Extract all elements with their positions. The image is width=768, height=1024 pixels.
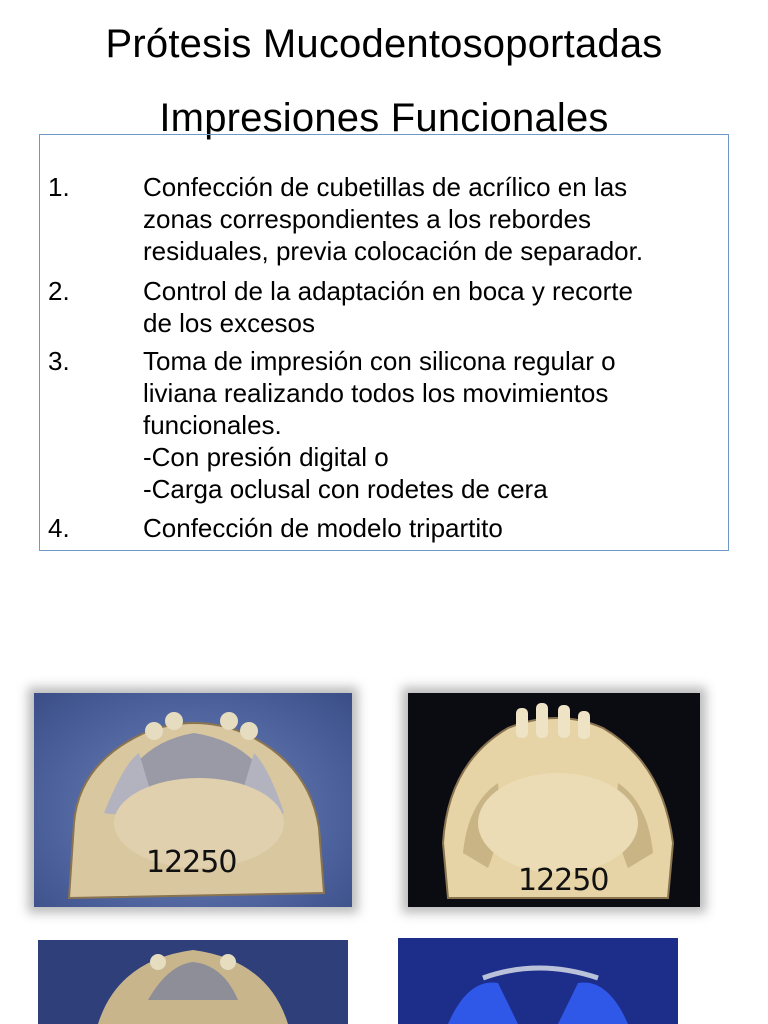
step-text: Toma de impresión con silicona regular o — [143, 346, 616, 376]
step-text: funcionales. — [143, 410, 282, 440]
slide-title: Prótesis Mucodentosoportadas — [105, 22, 663, 66]
step-text: -Con presión digital o — [143, 442, 389, 472]
step-number: 1. — [48, 172, 70, 202]
model-number-label: 12250 — [518, 863, 609, 898]
slide-subtitle: Impresiones Funcionales — [159, 96, 609, 140]
step-text: Confección de cubetillas de acrílico en las — [143, 172, 628, 202]
step-text: de los excesos — [143, 308, 315, 338]
step-text: -Carga oclusal con rodetes de cera — [143, 474, 548, 504]
step-number: 4. — [48, 513, 70, 543]
impression-photo-4 — [398, 938, 678, 1024]
step-text: Confección de modelo tripartito — [143, 513, 503, 543]
dental-model-photo-2 — [408, 693, 700, 907]
step-text: liviana realizando todos los movimientos — [143, 378, 609, 408]
step-number: 3. — [48, 346, 70, 376]
step-text: Control de la adaptación en boca y recorte — [143, 276, 633, 306]
step-text: zonas correspondientes a los rebordes — [143, 204, 592, 234]
model-number-label: 12250 — [146, 845, 237, 880]
step-text: residuales, previa colocación de separador. — [143, 236, 644, 266]
steps-box — [39, 134, 729, 551]
dental-model-photo-3 — [38, 940, 348, 1024]
dental-model-photo-1 — [34, 693, 352, 907]
step-number: 2. — [48, 276, 70, 306]
